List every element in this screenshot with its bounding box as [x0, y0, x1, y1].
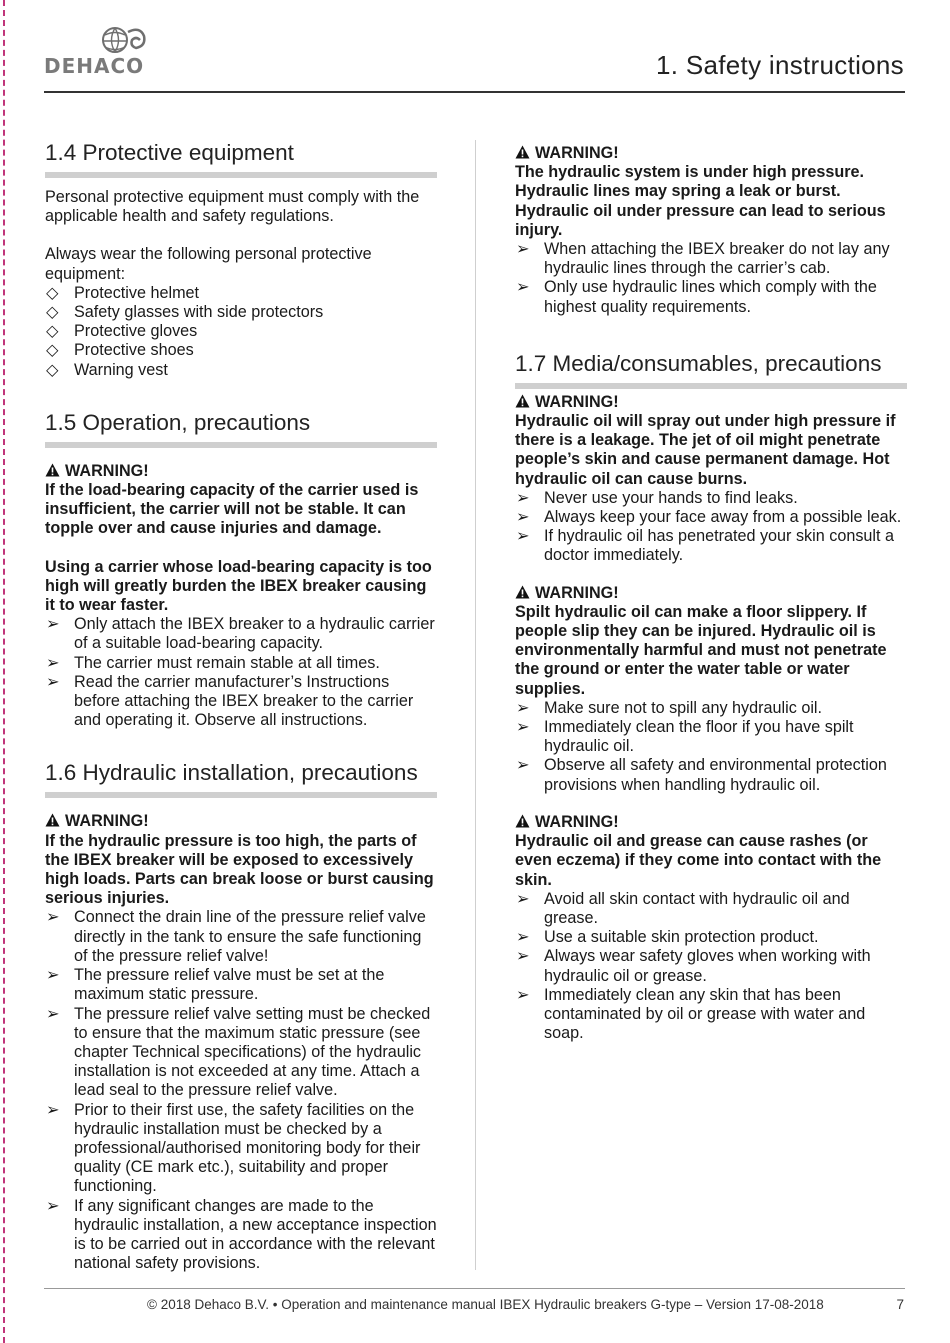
paragraph: Always wear the following personal protective equipment: [45, 245, 372, 283]
arrow-bullet-icon: ➢ [46, 672, 60, 691]
list-item: ➢ Read the carrier manufacturer’s Instructions before attaching the IBEX breaker to the carrier and operating it. Observe all instructions. [46, 672, 414, 730]
oil-spray-list [515, 489, 907, 566]
warning-triangle-icon [515, 394, 530, 408]
warning-text: Using a carrier whose load-bearing capacity is too high will greatly burden the IBEX breaker causing it to wear faster. [45, 557, 432, 615]
header-rule [44, 91, 905, 93]
arrow-bullet-icon: ➢ [516, 928, 530, 947]
warning-heading: WARNING! [45, 462, 437, 481]
section-title: 1.4 Protective equipment [45, 140, 437, 178]
arrow-bullet-icon: ➢ [516, 698, 530, 717]
warning-heading: WARNING! [515, 584, 907, 603]
footer-text: © 2018 Dehaco B.V. • Operation and maintenance manual IBEX Hydraulic breakers G-type – Version 17-08-2018 [147, 1297, 824, 1312]
list-item: ➢ The pressure relief valve setting must be checked to ensure that the maximum static pressure (see chapter Technical specifications) of the hydraulic installation is not exceeded at any time. Attach a lead seal to the pressure relief valve. [46, 1004, 431, 1100]
warning-triangle-icon [515, 585, 530, 599]
right-column [515, 140, 907, 1043]
list-item: ➢ When attaching the IBEX breaker do not lay any hydraulic lines through the carrier’s cab. [516, 240, 890, 278]
arrow-bullet-icon: ➢ [516, 718, 530, 737]
list-item: ➢ Avoid all skin contact with hydraulic oil and grease. [516, 889, 850, 927]
arrow-bullet-icon: ➢ [516, 508, 530, 527]
arrow-bullet-icon: ➢ [516, 985, 530, 1004]
warning-text: If the load-bearing capacity of the carrier used is insufficient, the carrier will not be stable. It can topple over and cause injuries and damage. [45, 481, 419, 538]
arrow-bullet-icon: ➢ [46, 966, 60, 985]
page-header-title: 1. Safety instructions [656, 50, 904, 80]
list-item: ➢ Observe all safety and environmental protection provisions when handling hydraulic oil. [516, 756, 887, 794]
list-item: ◇ Protective gloves [46, 322, 198, 341]
list-item: ➢ Only attach the IBEX breaker to a hydraulic carrier of a suitable load-bearing capacity. [46, 615, 435, 653]
protective-equipment-list [45, 284, 437, 380]
warning-triangle-icon [515, 145, 530, 159]
arrow-bullet-icon: ➢ [46, 1004, 60, 1023]
list-item: ➢ The carrier must remain stable at all times. [46, 653, 380, 672]
warning-heading: WARNING! [515, 144, 907, 163]
section-1-4 [45, 140, 437, 380]
list-item: ➢ Only use hydraulic lines which comply with the highest quality requirements. [516, 278, 877, 316]
operation-precautions-list [45, 615, 437, 730]
warning-text: The hydraulic system is under high pressure. Hydraulic lines may spring a leak or burst. Hydraulic oil under pressure can lead to serious injury. [515, 163, 886, 239]
diamond-bullet-icon: ◇ [46, 303, 59, 322]
arrow-bullet-icon: ➢ [516, 278, 530, 297]
arrow-bullet-icon: ➢ [516, 889, 530, 908]
list-item: ◇ Protective shoes [46, 341, 194, 360]
arrow-bullet-icon: ➢ [46, 908, 60, 927]
section-1-7 [515, 351, 907, 1044]
list-item: ➢ Never use your hands to find leaks. [516, 488, 798, 507]
list-item: ➢ Prior to their first use, the safety facilities on the hydraulic installation must be checked by a professional/authorised monitoring body for their quality (CE mark etc.), suitability and proper functioning. [46, 1100, 421, 1196]
hydraulic-precautions-list [45, 908, 437, 1273]
list-item: ➢ Connect the drain line of the pressure relief valve directly in the tank to ensure the safe functioning of the pressure relief valve! [46, 908, 426, 965]
list-item: ➢ Always wear safety gloves when working with hydraulic oil or grease. [516, 947, 871, 985]
arrow-bullet-icon: ➢ [516, 527, 530, 546]
arrow-bullet-icon: ➢ [46, 615, 60, 634]
page-number: 7 [896, 1297, 904, 1312]
arrow-bullet-icon: ➢ [516, 488, 530, 507]
list-item: ◇ Warning vest [46, 360, 168, 379]
globe-logo-icon [100, 26, 146, 56]
list-item: ◇ Protective helmet [46, 283, 200, 302]
list-item: ➢ Immediately clean the floor if you have spilt hydraulic oil. [516, 718, 854, 756]
warning-triangle-icon [45, 463, 60, 477]
list-item: ➢ Always keep your face away from a possible leak. [516, 508, 902, 527]
section-1-6 [45, 760, 437, 1273]
section-1-5 [45, 410, 437, 731]
left-column [45, 140, 437, 1273]
section-title: 1.6 Hydraulic installation, precautions [45, 760, 437, 798]
arrow-bullet-icon: ➢ [46, 1196, 60, 1215]
paragraph: Personal protective equipment must comply with the applicable health and safety regulations. [45, 188, 420, 226]
hydraulic-pressure-warning [515, 144, 907, 317]
dehaco-logo [44, 26, 154, 76]
arrow-bullet-icon: ➢ [516, 756, 530, 775]
binding-margin-line [3, 0, 5, 1343]
skin-contact-list [515, 890, 907, 1044]
hydraulic-lines-list [515, 240, 907, 317]
arrow-bullet-icon: ➢ [516, 947, 530, 966]
list-item: ◇ Safety glasses with side protectors [46, 303, 324, 322]
list-item: ➢ Immediately clean any skin that has been contaminated by oil or grease with water and soap. [516, 985, 866, 1043]
arrow-bullet-icon: ➢ [516, 240, 530, 259]
warning-heading: WARNING! [515, 393, 907, 412]
list-item: ➢ Make sure not to spill any hydraulic oil. [516, 698, 823, 717]
diamond-bullet-icon: ◇ [46, 283, 59, 302]
warning-text: Spilt hydraulic oil can make a floor slippery. If people slip they can be injured. Hydraulic oil is environmentally harmful and must not penetrate the ground or enter the water table or water supplies. [515, 602, 887, 698]
list-item: ➢ Use a suitable skin protection product. [516, 928, 819, 947]
logo-text: DEHACO [44, 54, 145, 78]
list-item: ➢ The pressure relief valve must be set at the maximum static pressure. [46, 966, 385, 1004]
warning-triangle-icon [45, 813, 60, 827]
warning-text: Hydraulic oil and grease can cause rashes (or even eczema) if they come into contact with the skin. [515, 832, 882, 889]
section-title: 1.5 Operation, precautions [45, 410, 437, 448]
footer-rule [44, 1288, 905, 1289]
diamond-bullet-icon: ◇ [46, 341, 59, 360]
warning-text: Hydraulic oil will spray out under high pressure if there is a leakage. The jet of oil might penetrate people’s skin and cause permanent damage. Hot hydraulic oil can cause burns. [515, 412, 896, 488]
list-item: ➢ If any significant changes are made to the hydraulic installation, a new acceptance inspection is to be carried out in accordance with the relevant national safety provisions. [46, 1196, 437, 1273]
oil-spill-list [515, 699, 907, 795]
warning-heading: WARNING! [515, 813, 907, 832]
warning-heading: WARNING! [45, 812, 437, 831]
arrow-bullet-icon: ➢ [46, 1100, 60, 1119]
column-divider [475, 140, 476, 1270]
warning-text: If the hydraulic pressure is too high, the parts of the IBEX breaker will be exposed to excessively high loads. Parts can break loose or burst causing serious injuries. [45, 831, 434, 908]
warning-triangle-icon [515, 814, 530, 828]
arrow-bullet-icon: ➢ [46, 653, 60, 672]
section-title: 1.7 Media/consumables, precautions [515, 351, 907, 389]
diamond-bullet-icon: ◇ [46, 322, 59, 341]
list-item: ➢ If hydraulic oil has penetrated your skin consult a doctor immediately. [516, 527, 895, 565]
diamond-bullet-icon: ◇ [46, 360, 59, 379]
